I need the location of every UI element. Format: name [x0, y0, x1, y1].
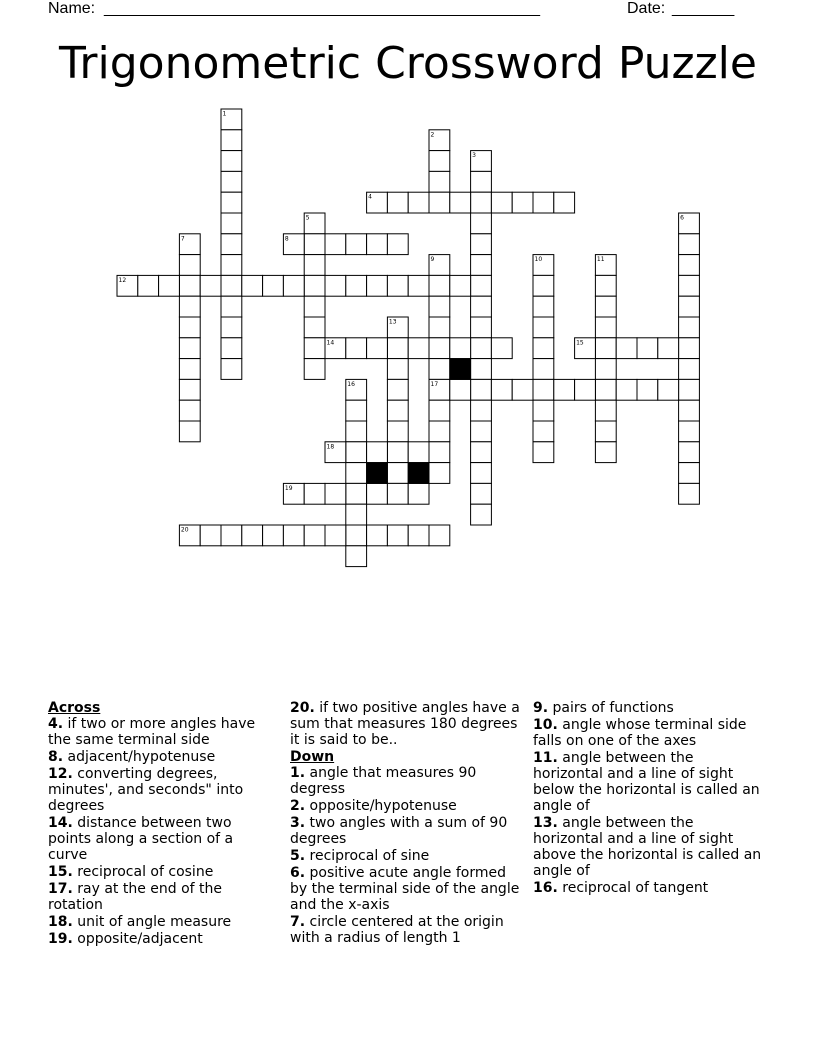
across-clue: [48, 766, 276, 814]
cell-number: 20: [180, 526, 189, 534]
grid-cell[interactable]: [595, 317, 616, 338]
cell-number: 10: [534, 256, 543, 264]
across-clue: [48, 914, 276, 930]
cell-number: 18: [326, 443, 335, 451]
clues-column-2: [290, 700, 520, 947]
grid-cell[interactable]: [387, 400, 408, 421]
grid-cell[interactable]: [221, 213, 242, 234]
grid-cell[interactable]: [429, 463, 450, 484]
grid-cell[interactable]: [387, 483, 408, 504]
grid-cell[interactable]: [450, 192, 471, 213]
name-label: Name:: [48, 0, 96, 17]
grid-cell[interactable]: [304, 275, 325, 296]
grid-cell[interactable]: [429, 296, 450, 317]
cell-number: 8: [284, 235, 289, 243]
name-blank-line: _________________________________________________: [104, 0, 541, 17]
grid-cell[interactable]: [159, 275, 180, 296]
grid-cell[interactable]: [471, 463, 492, 484]
date-blank-line: _______: [672, 0, 735, 17]
clue-number: 17.: [48, 881, 73, 897]
grid-cell[interactable]: [471, 421, 492, 442]
grid-cell[interactable]: [429, 442, 450, 463]
cell-number: 14: [326, 339, 335, 347]
clue-text: two angles with a sum of 90 degrees: [290, 815, 508, 847]
black-cell: [367, 463, 388, 484]
grid-cell[interactable]: [221, 192, 242, 213]
grid-cell[interactable]: [221, 317, 242, 338]
grid-cell[interactable]: [387, 359, 408, 380]
clue-number: 2.: [290, 798, 306, 814]
grid-cell[interactable]: [325, 234, 346, 255]
grid-cell[interactable]: [533, 379, 554, 400]
clue-number: 1.: [290, 765, 306, 781]
down-clue: [290, 798, 520, 814]
grid-cell[interactable]: [491, 379, 512, 400]
grid-cell[interactable]: [408, 525, 429, 546]
grid-cell[interactable]: [637, 379, 658, 400]
grid-cell[interactable]: [346, 504, 367, 525]
grid-cell[interactable]: [242, 275, 263, 296]
cell-number: 13: [388, 318, 397, 326]
grid-cell[interactable]: [471, 275, 492, 296]
grid-cell[interactable]: [637, 338, 658, 359]
clue-text: if two or more angles have the same terminal side: [48, 716, 256, 748]
clue-number: 13.: [533, 815, 558, 831]
clue-text: ray at the end of the rotation: [48, 881, 223, 913]
clue-number: 6.: [290, 865, 306, 881]
grid-cell[interactable]: [595, 421, 616, 442]
grid-cell[interactable]: [367, 234, 388, 255]
grid-cell[interactable]: [367, 338, 388, 359]
cell-number: 1: [222, 110, 227, 118]
cell-number: 5: [305, 214, 310, 222]
grid-cell[interactable]: [471, 338, 492, 359]
grid-cell[interactable]: [471, 483, 492, 504]
across-clue: [48, 716, 276, 748]
across-clue: [48, 864, 276, 880]
down-clue: [533, 700, 765, 716]
grid-cell[interactable]: [367, 525, 388, 546]
grid-cell[interactable]: [367, 275, 388, 296]
clue-number: 18.: [48, 914, 73, 930]
grid-cell[interactable]: [679, 442, 700, 463]
grid-cell[interactable]: [429, 525, 450, 546]
grid-cell[interactable]: [387, 192, 408, 213]
grid-cell[interactable]: [179, 275, 200, 296]
grid-cell[interactable]: [346, 275, 367, 296]
grid-cell[interactable]: [221, 359, 242, 380]
grid-cell[interactable]: [179, 400, 200, 421]
grid-cell[interactable]: [533, 338, 554, 359]
down-heading: Down: [290, 749, 335, 765]
clue-text: reciprocal of sine: [305, 848, 430, 864]
clue-number: 15.: [48, 864, 73, 880]
grid-cell[interactable]: [658, 338, 679, 359]
down-clue: [533, 717, 765, 749]
grid-cell[interactable]: [408, 275, 429, 296]
grid-cell[interactable]: [533, 275, 554, 296]
clues-column-1: [48, 700, 276, 948]
grid-cell[interactable]: [512, 192, 533, 213]
grid-cell[interactable]: [450, 275, 471, 296]
grid-cell[interactable]: [304, 483, 325, 504]
grid-cell[interactable]: [221, 171, 242, 192]
cell-number: 16: [347, 380, 355, 388]
grid-cell[interactable]: [304, 317, 325, 338]
clue-text: unit of angle measure: [72, 914, 232, 930]
grid-cell[interactable]: [595, 296, 616, 317]
grid-cell[interactable]: [346, 525, 367, 546]
grid-cell[interactable]: [408, 338, 429, 359]
across-clue: [290, 700, 520, 748]
clue-text: angle between the horizontal and a line of sight below the horizontal is called an angle of: [533, 750, 760, 814]
grid-cell[interactable]: [221, 296, 242, 317]
grid-cell[interactable]: [679, 234, 700, 255]
grid-cell[interactable]: [471, 504, 492, 525]
grid-cell[interactable]: [387, 234, 408, 255]
grid-cell[interactable]: [304, 255, 325, 276]
clue-number: 12.: [48, 766, 73, 782]
across-clue: [48, 931, 276, 947]
grid-cell[interactable]: [679, 359, 700, 380]
cell-number: 17: [430, 380, 439, 388]
grid-cell[interactable]: [533, 400, 554, 421]
grid-cell[interactable]: [179, 296, 200, 317]
grid-cell[interactable]: [471, 317, 492, 338]
grid-cell[interactable]: [679, 338, 700, 359]
cell-number: 11: [596, 256, 605, 264]
date-label: Date:: [627, 0, 666, 17]
down-clue: [533, 750, 765, 814]
grid-cell[interactable]: [429, 359, 450, 380]
cell-number: 12: [118, 276, 127, 284]
grid-cell[interactable]: [408, 192, 429, 213]
clue-number: 10.: [533, 717, 558, 733]
clue-number: 8.: [48, 749, 64, 765]
grid-cell[interactable]: [367, 442, 388, 463]
grid-cell[interactable]: [346, 463, 367, 484]
grid-cell[interactable]: [471, 379, 492, 400]
grid-cell[interactable]: [283, 525, 304, 546]
grid-cell[interactable]: [242, 525, 263, 546]
grid-cell[interactable]: [595, 379, 616, 400]
grid-cell[interactable]: [221, 338, 242, 359]
clue-number: 20.: [290, 700, 315, 716]
across-clue: [48, 749, 276, 765]
grid-cell[interactable]: [679, 275, 700, 296]
grid-cell[interactable]: [304, 234, 325, 255]
down-clue: [533, 815, 765, 879]
grid-cell[interactable]: [450, 379, 471, 400]
grid-cell[interactable]: [533, 421, 554, 442]
grid-cell[interactable]: [304, 338, 325, 359]
grid-cell[interactable]: [179, 359, 200, 380]
grid-cell[interactable]: [325, 483, 346, 504]
grid-cell[interactable]: [471, 296, 492, 317]
puzzle-title: Trigonometric Crossword Puzzle: [59, 38, 757, 89]
clues-column-3: [533, 700, 765, 897]
cell-number: 3: [472, 152, 476, 160]
grid-cell[interactable]: [179, 317, 200, 338]
clue-text: reciprocal of tangent: [557, 880, 709, 896]
grid-cell[interactable]: [179, 421, 200, 442]
grid-cell[interactable]: [138, 275, 159, 296]
grid-cell[interactable]: [429, 171, 450, 192]
grid-cell[interactable]: [554, 192, 575, 213]
grid-cell[interactable]: [533, 317, 554, 338]
clue-text: angle between the horizontal and a line of sight above the horizontal is called an angle of: [533, 815, 762, 879]
grid-cell[interactable]: [387, 421, 408, 442]
grid-cell[interactable]: [679, 296, 700, 317]
grid-cell[interactable]: [679, 400, 700, 421]
clue-number: 11.: [533, 750, 558, 766]
clue-text: adjacent/hypotenuse: [63, 749, 216, 765]
black-cell: [450, 359, 471, 380]
grid-cell[interactable]: [575, 379, 596, 400]
grid-cell[interactable]: [471, 192, 492, 213]
cell-number: 19: [284, 484, 293, 492]
grid-cell[interactable]: [679, 317, 700, 338]
clue-number: 3.: [290, 815, 306, 831]
grid-cell[interactable]: [616, 338, 637, 359]
grid-cell[interactable]: [429, 151, 450, 172]
grid-cell[interactable]: [471, 255, 492, 276]
clue-number: 9.: [533, 700, 549, 716]
grid-cell[interactable]: [658, 379, 679, 400]
grid-cell[interactable]: [304, 296, 325, 317]
cell-number: 15: [576, 339, 584, 347]
black-cell: [408, 463, 429, 484]
grid-cell[interactable]: [429, 317, 450, 338]
grid-cell[interactable]: [533, 296, 554, 317]
down-clue: [290, 815, 520, 847]
grid-cell[interactable]: [387, 275, 408, 296]
grid-cell[interactable]: [200, 525, 221, 546]
grid-cell[interactable]: [595, 338, 616, 359]
grid-cell[interactable]: [471, 171, 492, 192]
grid-cell[interactable]: [512, 379, 533, 400]
grid-cell[interactable]: [554, 379, 575, 400]
clue-number: 7.: [290, 914, 306, 930]
grid-cell[interactable]: [346, 442, 367, 463]
across-clue: [48, 815, 276, 863]
grid-cell[interactable]: [179, 255, 200, 276]
grid-cell[interactable]: [221, 130, 242, 151]
clue-text: positive acute angle formed by the terminal side of the angle and the x-axis: [290, 865, 520, 913]
grid-cell[interactable]: [533, 359, 554, 380]
grid-cell[interactable]: [429, 275, 450, 296]
grid-cell[interactable]: [325, 525, 346, 546]
cell-number: 9: [430, 256, 435, 264]
grid-cell[interactable]: [679, 421, 700, 442]
grid-cell[interactable]: [471, 213, 492, 234]
grid-cell[interactable]: [471, 400, 492, 421]
cell-number: 6: [680, 214, 684, 222]
clue-number: 4.: [48, 716, 64, 732]
grid-cell[interactable]: [595, 400, 616, 421]
grid-cell[interactable]: [471, 359, 492, 380]
grid-cell[interactable]: [595, 275, 616, 296]
grid-cell[interactable]: [408, 483, 429, 504]
clue-text: angle that measures 90 degress: [290, 765, 477, 797]
grid-cell[interactable]: [679, 463, 700, 484]
clue-text: opposite/adjacent: [72, 931, 203, 947]
grid-cell[interactable]: [200, 275, 221, 296]
grid-cell[interactable]: [533, 442, 554, 463]
grid-cell[interactable]: [179, 338, 200, 359]
grid-cell[interactable]: [533, 192, 554, 213]
grid-cell[interactable]: [491, 338, 512, 359]
grid-cell[interactable]: [491, 192, 512, 213]
cell-number: 4: [368, 193, 372, 201]
grid-cell[interactable]: [179, 379, 200, 400]
clue-text: pairs of functions: [548, 700, 674, 716]
clue-text: if two positive angles have a sum that measures 180 degrees it is said to be..: [290, 700, 520, 748]
grid-cell[interactable]: [221, 151, 242, 172]
grid-cell[interactable]: [429, 192, 450, 213]
grid-cell[interactable]: [387, 338, 408, 359]
grid-cell[interactable]: [679, 255, 700, 276]
grid-cell[interactable]: [221, 255, 242, 276]
grid-cell[interactable]: [367, 483, 388, 504]
clue-text: angle whose terminal side falls on one of the axes: [533, 717, 747, 749]
grid-cell[interactable]: [263, 525, 284, 546]
clue-text: distance between two points along a section of a curve: [48, 815, 234, 863]
clue-number: 19.: [48, 931, 73, 947]
down-clue: [290, 865, 520, 913]
cell-number: 7: [180, 235, 185, 243]
clue-number: 5.: [290, 848, 306, 864]
grid-cell[interactable]: [304, 525, 325, 546]
clue-text: reciprocal of cosine: [72, 864, 214, 880]
grid-cell[interactable]: [346, 546, 367, 567]
grid-cell[interactable]: [283, 275, 304, 296]
cell-number: 2: [430, 131, 435, 139]
clue-text: circle centered at the origin with a radius of length 1: [290, 914, 504, 946]
down-clue: [533, 880, 765, 896]
down-clue: [290, 848, 520, 864]
grid-cell[interactable]: [595, 442, 616, 463]
grid-cell[interactable]: [387, 379, 408, 400]
grid-cell[interactable]: [346, 483, 367, 504]
clue-number: 14.: [48, 815, 73, 831]
grid-cell[interactable]: [408, 442, 429, 463]
grid-cell[interactable]: [346, 421, 367, 442]
grid-cell[interactable]: [304, 359, 325, 380]
down-clue: [290, 914, 520, 946]
grid-cell[interactable]: [679, 483, 700, 504]
grid-cell[interactable]: [595, 359, 616, 380]
grid-cell[interactable]: [387, 525, 408, 546]
grid-cell[interactable]: [450, 338, 471, 359]
grid-cell[interactable]: [346, 338, 367, 359]
grid-cell[interactable]: [429, 400, 450, 421]
grid-cell[interactable]: [325, 275, 346, 296]
across-clue: [48, 881, 276, 913]
grid-cell[interactable]: [679, 379, 700, 400]
grid-cell[interactable]: [616, 379, 637, 400]
clue-number: 16.: [533, 880, 558, 896]
grid-cell[interactable]: [346, 234, 367, 255]
grid-cell[interactable]: [346, 400, 367, 421]
grid-cell[interactable]: [221, 234, 242, 255]
grid-cell[interactable]: [471, 442, 492, 463]
clue-text: converting degrees, minutes', and seconds" into degrees: [48, 766, 244, 814]
grid-cell[interactable]: [221, 525, 242, 546]
grid-cell[interactable]: [429, 421, 450, 442]
down-clue: [290, 765, 520, 797]
clue-text: opposite/hypotenuse: [305, 798, 457, 814]
grid-cell[interactable]: [221, 275, 242, 296]
grid-cell[interactable]: [263, 275, 284, 296]
grid-cell[interactable]: [429, 338, 450, 359]
grid-cell[interactable]: [471, 234, 492, 255]
grid-cell[interactable]: [387, 463, 408, 484]
across-heading: Across: [48, 700, 101, 716]
grid-cell[interactable]: [387, 442, 408, 463]
